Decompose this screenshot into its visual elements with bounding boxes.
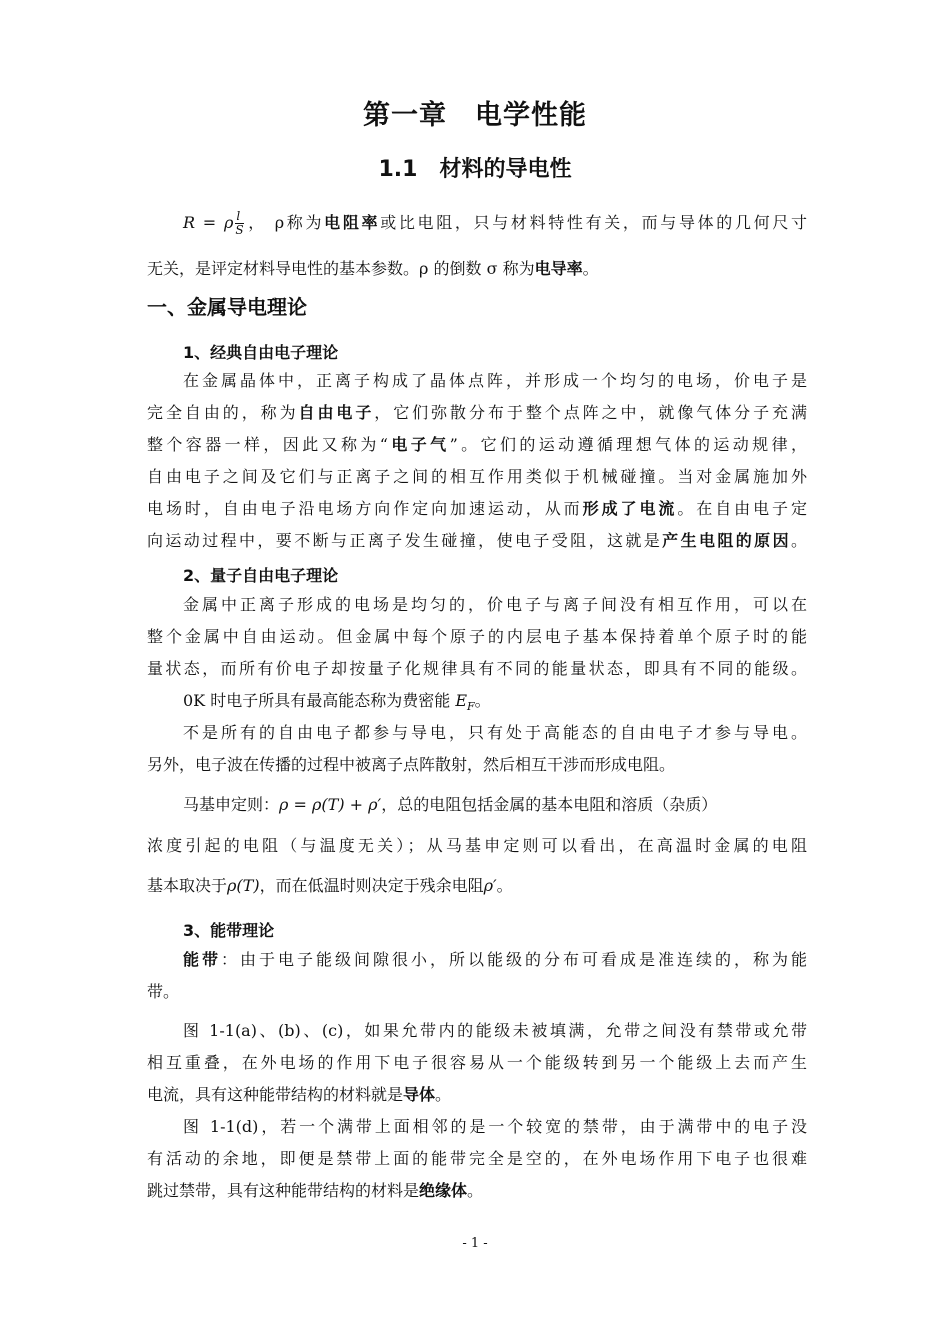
residual-resistance-symbol: ρ′ <box>483 876 497 895</box>
paragraph-line: 量状态，而所有价电子却按量子化规律具有不同的能量状态，即具有不同的能级。 <box>147 659 807 678</box>
paragraph-line: 向运动过程中，要不断与正离子发生碰撞，使电子受阻，这就是产生电阻的原因。 <box>147 531 807 550</box>
paragraph-line: 能带：由于电子能级间隙很小，所以能级的分布可看成是准连续的，称为能 <box>183 950 807 969</box>
heading-quantum-free-electron: 2、量子自由电子理论 <box>183 566 339 585</box>
paragraph-line: 整个容器一样，因此又称为“电子气”。它们的运动遵循理想气体的运动规律， <box>147 435 807 454</box>
paragraph-line: 自由电子之间及它们与正离子之间的相互作用类似于机械碰撞。当对金属施加外 <box>147 467 807 486</box>
length-over-area-fraction: $\frac{l}{S}$ <box>235 209 244 237</box>
term-conductor: 导体 <box>403 1085 436 1104</box>
intro-line-1: R = ρ $\frac{l}{S}$ ， ρ称为电阻率或比电阻，只与材料特性有关，而与导体的几何尺寸 <box>183 209 807 237</box>
term-insulator: 绝缘体 <box>419 1181 468 1200</box>
paragraph-line: 图 1-1(d)，若一个满带上面相邻的是一个较宽的禁带，由于满带中的电子没 <box>183 1117 807 1136</box>
paragraph-line: 有活动的余地，即便是禁带上面的能带完全是空的，在外电场作用下电子也很难 <box>147 1149 807 1168</box>
heading-classic-free-electron: 1、经典自由电子理论 <box>183 343 339 362</box>
paragraph-line: 不是所有的自由电子都参与导电，只有处于高能态的自由电子才参与导电。 <box>183 723 807 742</box>
matthiessen-rule-line: 马基申定则：ρ = ρ(T) + ρ′，总的电阻包括金属的基本电阻和溶质（杂质） <box>183 795 718 814</box>
term-current-formed: 形成了电流 <box>582 499 678 518</box>
paragraph-line: 跳过禁带，具有这种能带结构的材料是绝缘体。 <box>147 1181 484 1200</box>
paragraph-line: 基本取决于ρ(T)，而在低温时则决定于残余电阻ρ′。 <box>147 876 513 895</box>
paragraph-line: 电场时，自由电子沿电场方向作定向加速运动，从而形成了电流。在自由电子定 <box>147 499 807 518</box>
section-title: 1.1 材料的导电性 <box>378 157 572 182</box>
heading-band-theory: 3、能带理论 <box>183 921 275 940</box>
term-conductivity: 电导率 <box>534 259 583 278</box>
term-free-electron: 自由电子 <box>298 403 375 422</box>
paragraph-line: 金属中正离子形成的电场是均匀的，价电子与离子间没有相互作用，可以在 <box>183 595 807 614</box>
term-electron-gas: 电子气 <box>387 435 450 454</box>
resistance-formula: R = ρ <box>183 213 234 232</box>
fermi-energy-symbol: $E_F$ <box>455 691 475 713</box>
intro-line-2: 无关，是评定材料导电性的基本参数。ρ 的倒数 σ 称为电导率。 <box>147 259 599 278</box>
paragraph-line: 完全自由的，称为自由电子，它们弥散分布于整个点阵之中，就像气体分子充满 <box>147 403 807 422</box>
matthiessen-formula: ρ = ρ(T) + ρ′ <box>279 795 382 814</box>
term-resistivity: 电阻率 <box>324 213 381 232</box>
paragraph-line: 另外，电子波在传播的过程中被离子点阵散射，然后相互干涉而形成电阻。 <box>147 755 676 774</box>
paragraph-line: 电流，具有这种能带结构的材料就是导体。 <box>147 1085 452 1104</box>
chapter-title: 第一章 电学性能 <box>363 100 587 131</box>
heading-metal-conduction-theory: 一、金属导电理论 <box>147 295 307 319</box>
paragraph-line: 相互重叠，在外电场的作用下电子很容易从一个能级转到另一个能级上去而产生 <box>147 1053 807 1072</box>
paragraph-line: 图 1-1(a)、(b)、(c)，如果允带内的能级未被填满，允带之间没有禁带或允带 <box>183 1021 807 1040</box>
term-resistance-cause: 产生电阻的原因 <box>662 531 791 550</box>
paragraph-line: 在金属晶体中，正离子构成了晶体点阵，并形成一个均匀的电场，价电子是 <box>183 371 807 390</box>
paragraph-line: 整个金属中自由运动。但金属中每个原子的内层电子基本保持着单个原子时的能 <box>147 627 807 646</box>
paragraph-line: 带。 <box>147 982 180 1001</box>
rho-t-symbol: ρ(T) <box>227 876 260 895</box>
paragraph-line: 浓度引起的电阻（与温度无关）；从马基申定则可以看出，在高温时金属的电阻 <box>147 836 807 855</box>
fermi-energy-line: 0K 时电子所具有最高能态称为费密能 $E_F$。 <box>183 691 491 713</box>
page-number: - 1 - <box>462 1236 488 1251</box>
term-energy-band: 能带 <box>183 950 221 969</box>
